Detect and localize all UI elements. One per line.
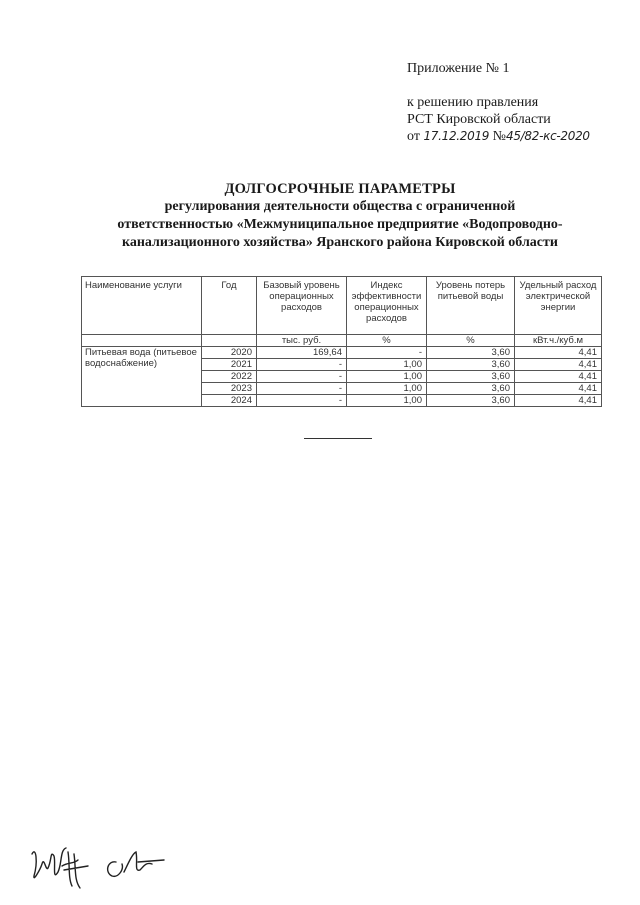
title-line-4: канализационного хозяйства» Яранского района Кировской области	[122, 235, 558, 250]
table-row	[82, 347, 602, 359]
header-efficiency-index: Индекс эффективности операционных расходов	[347, 277, 427, 335]
appendix-number: Приложение № 1	[407, 61, 510, 76]
cell-year: 2021	[202, 359, 257, 371]
cell-index: -	[347, 347, 427, 359]
cell-index: 1,00	[347, 383, 427, 395]
units-service-empty	[82, 335, 202, 347]
cell-base: -	[257, 371, 347, 383]
separator-rule	[304, 438, 372, 439]
service-name: Питьевая вода (питьевое водоснабжение)	[82, 347, 202, 407]
header-year: Год	[202, 277, 257, 335]
units-year-empty	[202, 335, 257, 347]
appendix-block	[407, 60, 632, 145]
table-header-row	[82, 277, 602, 335]
cell-loss: 3,60	[427, 347, 515, 359]
cell-loss: 3,60	[427, 371, 515, 383]
title-line-2: регулирования деятельности общества с ограниченной	[164, 199, 516, 214]
cell-spec: 4,41	[515, 359, 602, 371]
document-title	[40, 180, 640, 252]
number-label: №	[492, 129, 507, 144]
cell-index: 1,00	[347, 371, 427, 383]
unit-efficiency-index: %	[347, 335, 427, 347]
unit-specific-consumption: кВт.ч./куб.м	[515, 335, 602, 347]
handwritten-date: 17.12.2019	[423, 129, 490, 143]
from-label: от	[407, 129, 420, 144]
header-service: Наименование услуги	[82, 277, 202, 335]
cell-spec: 4,41	[515, 383, 602, 395]
table-units-row	[82, 335, 602, 347]
cell-spec: 4,41	[515, 347, 602, 359]
unit-base-level: тыс. руб.	[257, 335, 347, 347]
cell-loss: 3,60	[427, 395, 515, 407]
parameters-table	[81, 276, 602, 407]
cell-base: -	[257, 395, 347, 407]
cell-base: -	[257, 359, 347, 371]
title-line-3: ответственностью «Межмуниципальное предприятие «Водопроводно-	[117, 217, 563, 232]
cell-year: 2022	[202, 371, 257, 383]
appendix-authority: РСТ Кировской области	[407, 112, 551, 127]
cell-spec: 4,41	[515, 371, 602, 383]
cell-index: 1,00	[347, 359, 427, 371]
header-base-level: Базовый уровень операционных расходов	[257, 277, 347, 335]
cell-index: 1,00	[347, 395, 427, 407]
cell-loss: 3,60	[427, 383, 515, 395]
appendix-decision: к решению правления	[407, 95, 539, 110]
cell-year: 2024	[202, 395, 257, 407]
cell-spec: 4,41	[515, 395, 602, 407]
cell-year: 2020	[202, 347, 257, 359]
cell-loss: 3,60	[427, 359, 515, 371]
title-main: ДОЛГОСРОЧНЫЕ ПАРАМЕТРЫ	[224, 181, 456, 197]
header-loss-level: Уровень потерь питьевой воды	[427, 277, 515, 335]
appendix-date-line	[407, 128, 632, 145]
cell-year: 2023	[202, 383, 257, 395]
handwritten-number: 45/82-кс-2020	[506, 129, 590, 143]
header-specific-consumption: Удельный расход электрической энергии	[515, 277, 602, 335]
cell-base: -	[257, 383, 347, 395]
unit-loss-level: %	[427, 335, 515, 347]
handwritten-signature	[28, 842, 178, 892]
cell-base: 169,64	[257, 347, 347, 359]
